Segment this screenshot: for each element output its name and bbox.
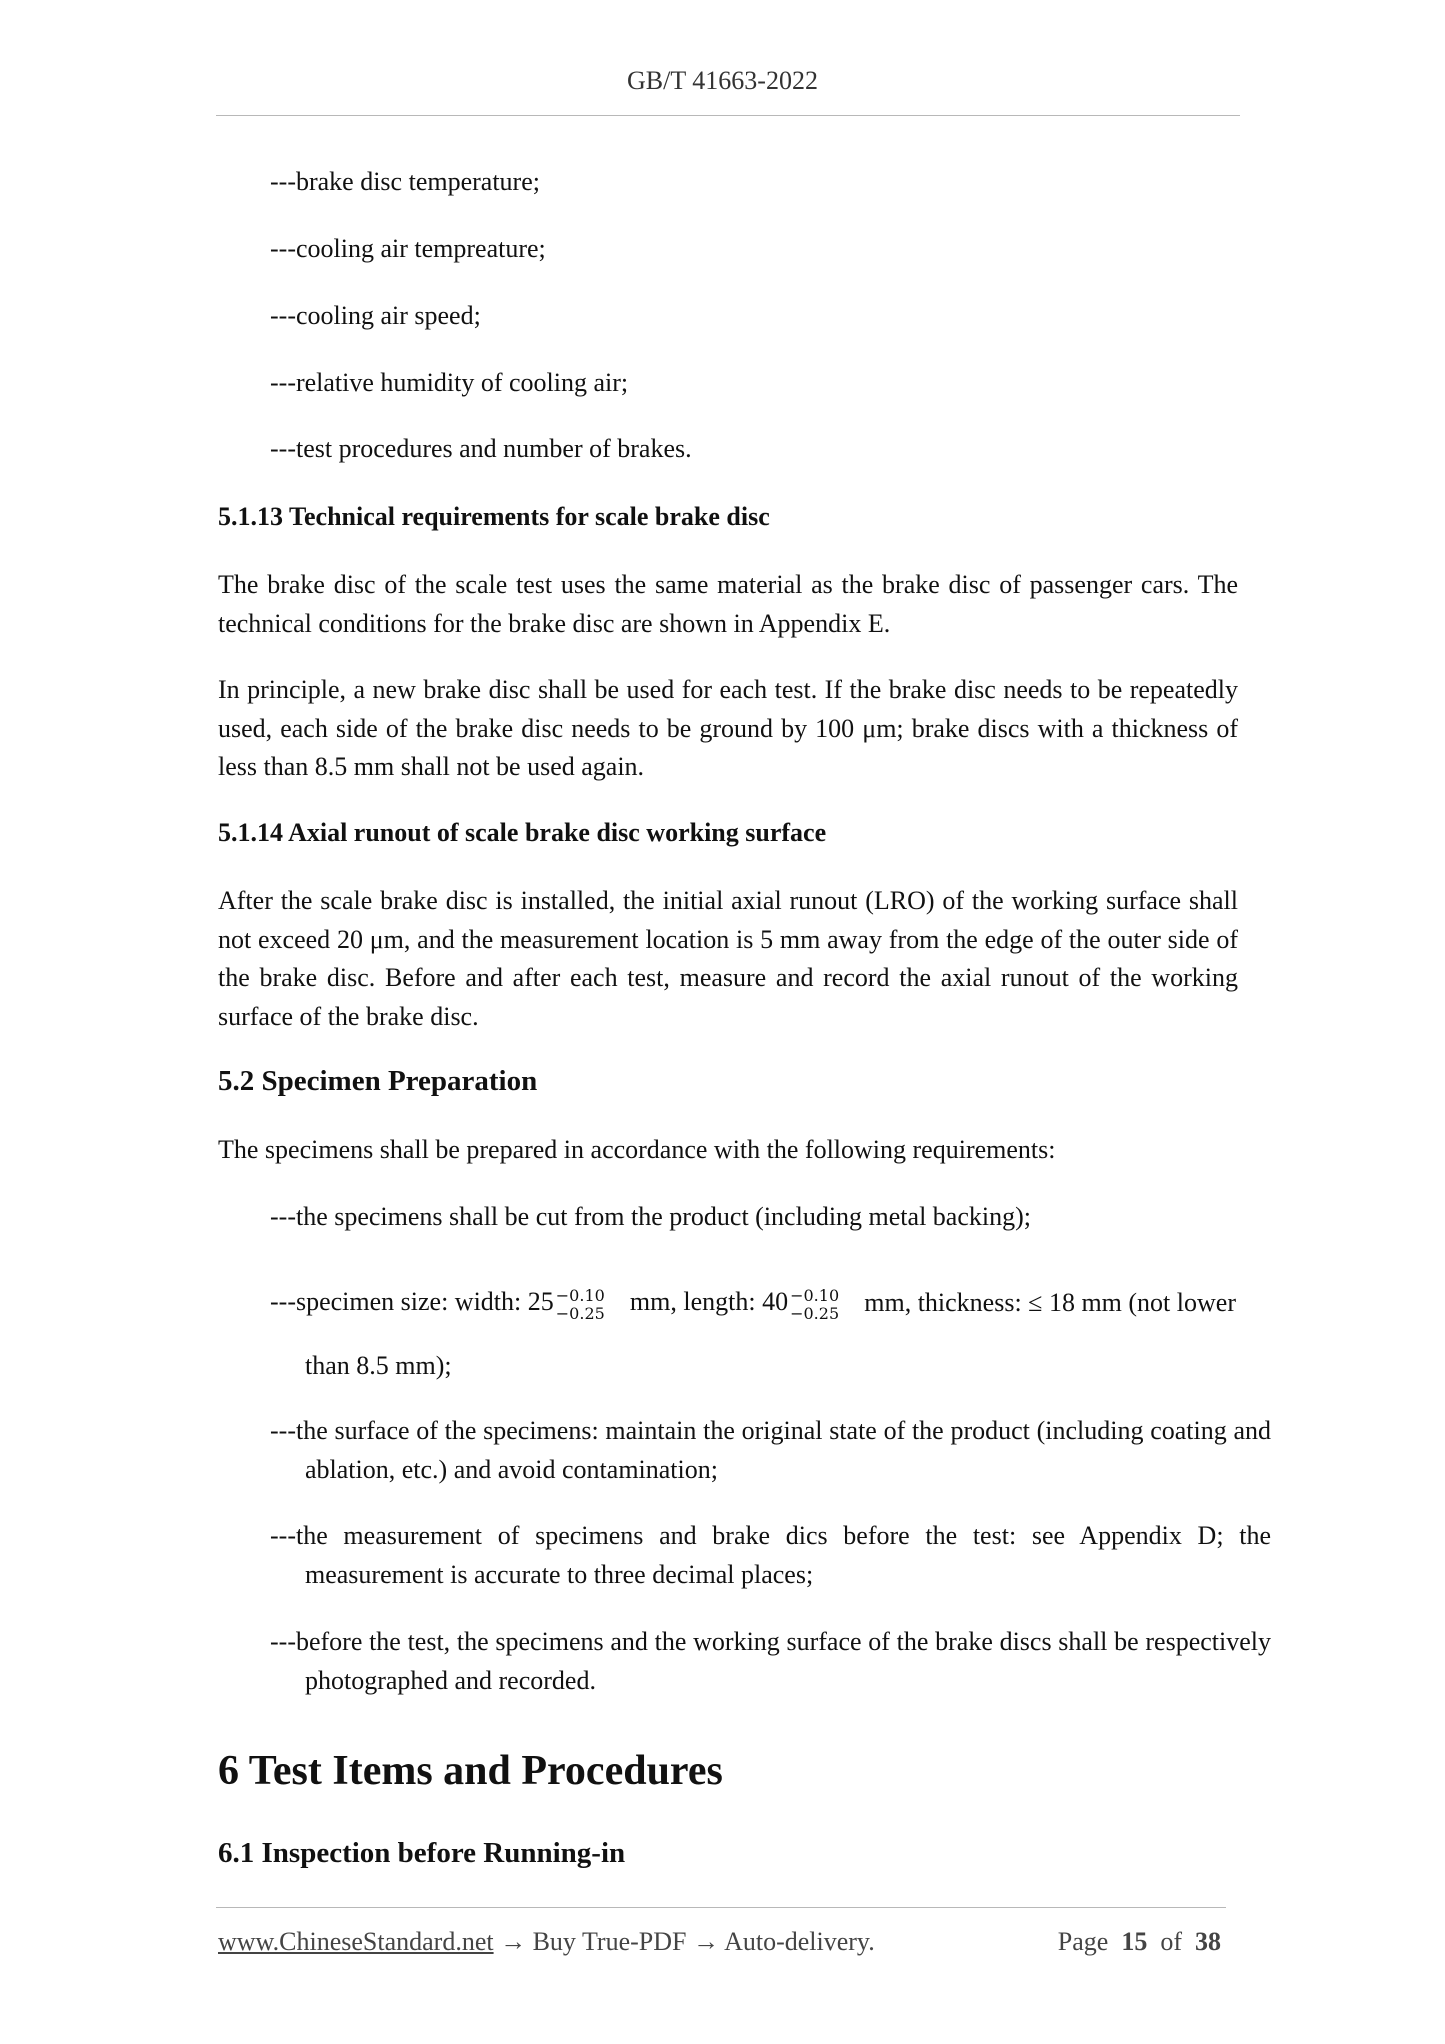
bullet-photographed: ---before the test, the specimens and the working surface of the brake discs shall be respectively photographed and recorded.: [270, 1627, 1271, 1695]
heading-6-1: 6.1 Inspection before Running-in: [218, 1837, 626, 1869]
arrow-right-icon: →: [500, 1927, 527, 1956]
of-label: of: [1160, 1927, 1182, 1956]
paragraph-axial-runout: After the scale brake disc is installed, the initial axial runout (LRO) of the working surface shall not exceed 20 μm, and the measurement location is 5 mm away from the edge of the outer side of the brake disc. Before and after each test, measure and record the axial runout of the working surface of the brake disc.: [218, 886, 1238, 1031]
arrow-right-icon: →: [693, 1927, 719, 1956]
size-length: mm, length: 40 −0.10 −0.25: [629, 1286, 840, 1323]
length-tolerance: −0.10 −0.25: [790, 1286, 840, 1323]
bullet-specimen-surface: ---the surface of the specimens: maintain the original state of the product (including coating and ablation, etc.) and avoid contamination;: [270, 1416, 1271, 1484]
running-header: GB/T 41663-2022: [627, 66, 818, 95]
paragraph-new-disc-per-test: In principle, a new brake disc shall be used for each test. If the brake disc needs to be repeatedly used, each side of the brake disc needs to be ground by 100 μm; brake discs with a thickness of less than 8.5 mm shall not be used again.: [218, 675, 1238, 781]
heading-5-2: 5.2 Specimen Preparation: [218, 1065, 538, 1097]
bullet-cut-from-product: ---the specimens shall be cut from the product (including metal backing);: [270, 1202, 1031, 1231]
bullet-cooling-air-speed: ---cooling air speed;: [270, 301, 481, 330]
width-tolerance: −0.10 −0.25: [555, 1286, 605, 1323]
bullet-measurement-before-test: ---the measurement of specimens and brake dics before the test: see Appendix D; the measurement is accurate to three decimal places;: [270, 1521, 1271, 1589]
paragraph-specimen-intro: The specimens shall be prepared in accordance with the following requirements:: [218, 1135, 1056, 1164]
footer-rule: [216, 1907, 1226, 1908]
page-indicator: [1058, 1924, 1221, 1960]
footer-promo: [218, 1924, 875, 1960]
current-page-number: 15: [1121, 1927, 1148, 1956]
heading-5-1-14: 5.1.14 Axial runout of scale brake disc working surface: [218, 818, 827, 847]
header-rule: [216, 115, 1240, 116]
footer-website-link[interactable]: www.ChineseStandard.net: [218, 1927, 494, 1956]
bullet-brake-disc-temperature: ---brake disc temperature;: [270, 167, 540, 196]
bullet-relative-humidity: ---relative humidity of cooling air;: [270, 368, 629, 397]
bullet-test-procedures: ---test procedures and number of brakes.: [270, 434, 692, 463]
specimen-size-continuation: than 8.5 mm);: [305, 1351, 452, 1380]
bullet-specimen-size: [270, 1283, 1236, 1323]
size-thickness: mm, thickness: ≤ 18 mm (not lower: [864, 1288, 1236, 1317]
total-page-count: 38: [1195, 1927, 1221, 1956]
paragraph-scale-disc-material: The brake disc of the scale test uses the same material as the brake disc of passenger cars. The technical conditions for the brake disc are shown in Appendix E.: [218, 570, 1238, 638]
bullet-cooling-air-temperature: ---cooling air tempreature;: [270, 234, 546, 263]
size-prefix: ---specimen size: width: 25 −0.10 −0.25: [270, 1286, 605, 1323]
heading-6: 6 Test Items and Procedures: [218, 1748, 723, 1794]
footer-delivery-text: Auto-delivery.: [724, 1927, 875, 1956]
heading-5-1-13: 5.1.13 Technical requirements for scale brake disc: [218, 502, 770, 531]
footer-buy-text: Buy True-PDF: [532, 1927, 687, 1956]
page-label: Page: [1057, 1927, 1109, 1956]
